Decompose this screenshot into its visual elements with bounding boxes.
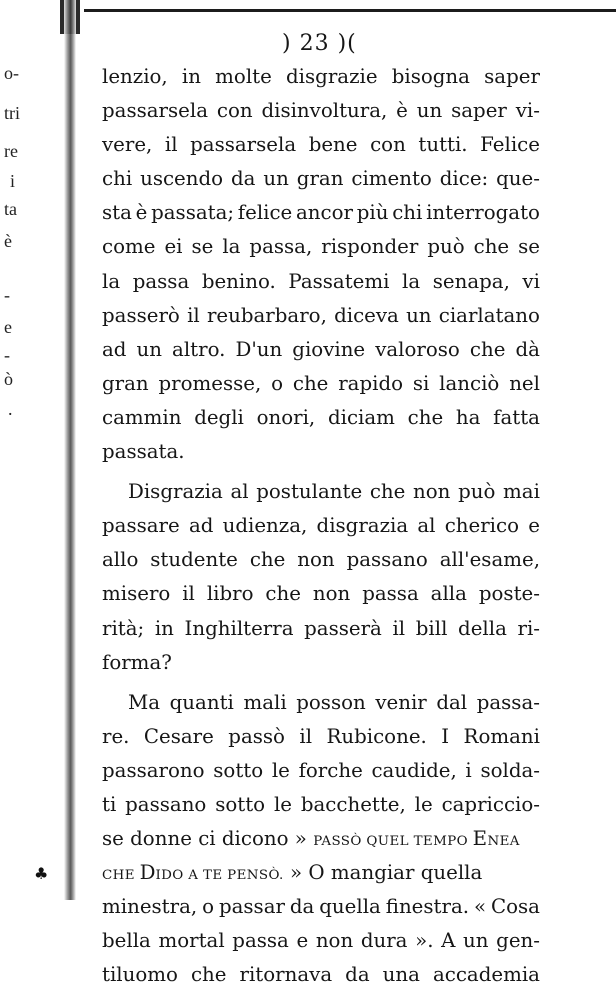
word: cimento bbox=[351, 167, 432, 191]
word: un bbox=[463, 929, 489, 953]
word: che bbox=[265, 582, 301, 606]
word: tiluomo bbox=[102, 963, 178, 987]
body-text bbox=[102, 60, 540, 993]
word: que- bbox=[496, 167, 540, 191]
word: mortal bbox=[158, 929, 225, 953]
word: non bbox=[297, 548, 335, 572]
word: la bbox=[402, 269, 421, 293]
word: passarsela bbox=[102, 99, 208, 123]
word: può bbox=[458, 480, 496, 504]
word: un bbox=[136, 337, 162, 361]
word: D'un bbox=[235, 337, 283, 361]
word: cammin bbox=[102, 405, 182, 429]
word: dice: bbox=[439, 167, 489, 191]
word: che bbox=[292, 371, 329, 395]
word: poste- bbox=[478, 582, 540, 606]
word: Romani bbox=[463, 724, 540, 748]
word: interrogato bbox=[426, 201, 540, 225]
bleed-fragment: o- bbox=[4, 63, 19, 83]
word: sta bbox=[102, 201, 132, 225]
word: i bbox=[465, 758, 472, 782]
word: minestra, bbox=[102, 895, 198, 919]
word: il bbox=[164, 133, 178, 157]
word: passano bbox=[346, 548, 428, 572]
word: non bbox=[315, 929, 354, 953]
word: vi bbox=[522, 269, 540, 293]
word: della bbox=[458, 616, 507, 640]
word: molte bbox=[215, 65, 272, 88]
word: passa bbox=[132, 269, 190, 293]
word: vi- bbox=[515, 99, 540, 123]
word: re. bbox=[102, 724, 130, 748]
word: gran bbox=[296, 167, 344, 191]
word: il bbox=[392, 616, 406, 640]
word: Cesare bbox=[143, 724, 214, 748]
paragraph bbox=[102, 686, 540, 993]
bleed-fragment: - bbox=[4, 285, 10, 305]
word: dal bbox=[436, 690, 468, 714]
paragraph bbox=[102, 475, 540, 680]
word: passar bbox=[218, 895, 285, 919]
word: Rubicone. bbox=[326, 724, 427, 748]
word: studente bbox=[150, 548, 238, 572]
word: gran bbox=[102, 371, 149, 395]
text-line bbox=[102, 720, 540, 754]
word: A bbox=[441, 929, 456, 953]
text-line bbox=[102, 612, 540, 646]
word: con bbox=[216, 99, 253, 123]
word: ». bbox=[415, 929, 434, 953]
word: dà bbox=[515, 337, 540, 361]
word: dura bbox=[360, 929, 408, 953]
word: ha bbox=[455, 405, 481, 429]
word: altro. bbox=[172, 337, 226, 361]
word: forche bbox=[298, 758, 363, 782]
word: gen- bbox=[496, 929, 540, 953]
word: disgrazia bbox=[316, 514, 409, 538]
text-line bbox=[102, 196, 540, 230]
word: allo bbox=[102, 548, 139, 572]
word: passarsela bbox=[190, 133, 297, 157]
text-line bbox=[102, 509, 540, 543]
word: bene bbox=[308, 133, 358, 157]
word: sotto bbox=[215, 792, 266, 816]
word: quella bbox=[319, 895, 381, 919]
word: ei bbox=[164, 235, 183, 259]
word: un bbox=[406, 303, 432, 327]
word: in bbox=[181, 65, 201, 88]
word: disgrazie bbox=[286, 65, 378, 88]
word: degli bbox=[194, 405, 244, 429]
word: reubarbaro, bbox=[206, 303, 327, 327]
text-line bbox=[102, 128, 540, 162]
word: uscendo bbox=[140, 167, 224, 191]
smallcaps-quote: PASSÒ QUEL TEMPO ENEA bbox=[313, 827, 520, 851]
word: bisogna bbox=[391, 65, 470, 88]
text-line: forma? bbox=[102, 650, 172, 674]
word: che bbox=[369, 480, 406, 504]
word: nel bbox=[509, 371, 540, 395]
fleuron-ornament-icon: ♣ bbox=[34, 864, 49, 883]
word: una bbox=[382, 963, 420, 987]
word: « bbox=[473, 895, 487, 919]
word: ad bbox=[102, 337, 127, 361]
word: passano bbox=[125, 792, 207, 816]
bleed-fragment: ta bbox=[4, 199, 17, 219]
paragraph bbox=[102, 60, 540, 469]
text-line bbox=[102, 299, 540, 333]
word: capriccio- bbox=[441, 792, 540, 816]
word: passarono bbox=[102, 758, 205, 782]
word: quanti bbox=[169, 690, 234, 714]
word: finestra. bbox=[385, 895, 470, 919]
text-line bbox=[102, 686, 540, 720]
word: da bbox=[345, 963, 370, 987]
text-line bbox=[102, 401, 540, 435]
word: con bbox=[370, 133, 406, 157]
word: e bbox=[528, 514, 540, 538]
word: se bbox=[191, 235, 214, 259]
word: diceva bbox=[334, 303, 399, 327]
word: il bbox=[187, 303, 200, 327]
word: e bbox=[296, 929, 309, 953]
text-line-smallcaps bbox=[102, 856, 540, 890]
text-line bbox=[102, 788, 540, 822]
bleed-fragment: ò bbox=[4, 369, 13, 389]
word: mai bbox=[503, 480, 540, 504]
word: Cosa bbox=[490, 895, 540, 919]
word: non bbox=[312, 582, 351, 606]
word: passò bbox=[228, 724, 285, 748]
word: I bbox=[441, 724, 450, 748]
word: le bbox=[273, 792, 292, 816]
word: rapido bbox=[338, 371, 404, 395]
word: chi bbox=[392, 201, 423, 225]
text-line bbox=[102, 60, 540, 94]
text-line bbox=[102, 924, 540, 958]
word: vere, bbox=[102, 133, 153, 157]
word: il bbox=[299, 724, 313, 748]
word: si bbox=[412, 371, 430, 395]
word: bacchette, bbox=[300, 792, 406, 816]
word: o bbox=[202, 895, 215, 919]
word: libro bbox=[206, 582, 254, 606]
word: saper bbox=[451, 99, 507, 123]
word: solda- bbox=[480, 758, 540, 782]
word: lanciò bbox=[439, 371, 500, 395]
text-segment: se donne ci dicono » PASSÒ QUEL TEMPO ENEA bbox=[102, 827, 520, 851]
word: diciam bbox=[327, 405, 395, 429]
text-line bbox=[102, 475, 540, 509]
word: all'esame, bbox=[439, 548, 540, 572]
text-line bbox=[102, 162, 540, 196]
word: saper bbox=[484, 65, 540, 88]
word: da bbox=[289, 895, 315, 919]
word: onori, bbox=[256, 405, 316, 429]
word: non bbox=[413, 480, 451, 504]
text-line: passata. bbox=[102, 440, 185, 464]
word: venir bbox=[375, 690, 427, 714]
text-line bbox=[102, 265, 540, 299]
text-line bbox=[102, 890, 540, 924]
word: udienza, bbox=[222, 514, 308, 538]
bleed-fragment: e bbox=[4, 317, 12, 337]
word: da bbox=[231, 167, 256, 191]
word: felice bbox=[237, 201, 293, 225]
word: postulante bbox=[256, 480, 363, 504]
word: misero bbox=[102, 582, 171, 606]
bleed-fragment: è bbox=[4, 231, 12, 251]
word: che bbox=[190, 963, 227, 987]
word: è bbox=[396, 99, 408, 123]
facing-page-bleed bbox=[0, 0, 40, 900]
word: rità; bbox=[102, 616, 145, 640]
bleed-fragment: - bbox=[4, 345, 10, 365]
word: come bbox=[102, 235, 156, 259]
word: è bbox=[135, 201, 148, 225]
text-segment: CHE DIDO A TE PENSÒ. » O mangiar quella bbox=[102, 861, 483, 885]
word: giovine bbox=[292, 337, 366, 361]
word: che bbox=[469, 337, 506, 361]
word: Felice bbox=[480, 133, 540, 157]
word: bella bbox=[102, 929, 151, 953]
word: in bbox=[154, 616, 174, 640]
bleed-fragment: tri bbox=[4, 103, 20, 123]
text-line bbox=[102, 754, 540, 788]
bleed-fragment: re bbox=[4, 141, 18, 161]
word: risponder bbox=[321, 235, 419, 259]
word: senapa, bbox=[432, 269, 510, 293]
word: sotto bbox=[213, 758, 264, 782]
text-line bbox=[102, 577, 540, 611]
word: può bbox=[427, 235, 465, 259]
word: tutti. bbox=[418, 133, 468, 157]
word: Ma bbox=[128, 690, 161, 714]
text-line bbox=[102, 958, 540, 992]
text-line bbox=[102, 543, 540, 577]
word: mali bbox=[243, 690, 287, 714]
bleed-fragment: . bbox=[8, 399, 13, 419]
word: passa bbox=[232, 929, 289, 953]
word: le bbox=[414, 792, 433, 816]
word: lenzio, bbox=[102, 65, 168, 88]
word: passa- bbox=[476, 690, 540, 714]
binding-gutter bbox=[64, 0, 76, 900]
text-line bbox=[102, 367, 540, 401]
word: che bbox=[249, 548, 286, 572]
word: ciarlatano bbox=[438, 303, 540, 327]
word: al bbox=[230, 480, 249, 504]
word: più bbox=[356, 201, 389, 225]
word: al bbox=[417, 514, 436, 538]
word: la bbox=[102, 269, 121, 293]
word: ti bbox=[102, 792, 117, 816]
word: ritornava bbox=[239, 963, 333, 987]
word: ad bbox=[188, 514, 214, 538]
word: valoroso bbox=[375, 337, 460, 361]
bleed-fragment: i bbox=[10, 171, 16, 191]
word: cherico bbox=[444, 514, 519, 538]
word: bill bbox=[415, 616, 448, 640]
word: se bbox=[518, 235, 540, 259]
word: passa bbox=[362, 582, 419, 606]
word: o bbox=[271, 371, 284, 395]
word: alla bbox=[430, 582, 467, 606]
word: ri- bbox=[517, 616, 540, 640]
word: il bbox=[182, 582, 195, 606]
word: Inghilterra bbox=[184, 616, 294, 640]
word: le bbox=[271, 758, 290, 782]
word: Disgrazia bbox=[128, 480, 223, 504]
word: Passatemi bbox=[288, 269, 390, 293]
word: promesse, bbox=[158, 371, 262, 395]
word: che bbox=[407, 405, 444, 429]
top-border-rule bbox=[84, 0, 616, 12]
word: passare bbox=[102, 514, 180, 538]
word: passa, bbox=[249, 235, 313, 259]
word: ancor bbox=[296, 201, 353, 225]
word: che bbox=[473, 235, 510, 259]
word: fatta bbox=[493, 405, 540, 429]
page-number: ) 23 )( bbox=[282, 31, 357, 56]
word: un bbox=[263, 167, 289, 191]
word: un bbox=[416, 99, 443, 123]
word: benino. bbox=[201, 269, 276, 293]
word: accademia bbox=[432, 963, 540, 987]
word: passerò bbox=[102, 303, 180, 327]
word: chi bbox=[102, 167, 133, 191]
word: passerà bbox=[304, 616, 382, 640]
word: caudide, bbox=[371, 758, 457, 782]
text-line-smallcaps bbox=[102, 822, 540, 856]
text-line bbox=[102, 230, 540, 264]
word: passata; bbox=[151, 201, 235, 225]
text-line bbox=[102, 333, 540, 367]
word: disinvoltura, bbox=[261, 99, 388, 123]
word: posson bbox=[296, 690, 366, 714]
text-line bbox=[102, 94, 540, 128]
word: la bbox=[222, 235, 241, 259]
